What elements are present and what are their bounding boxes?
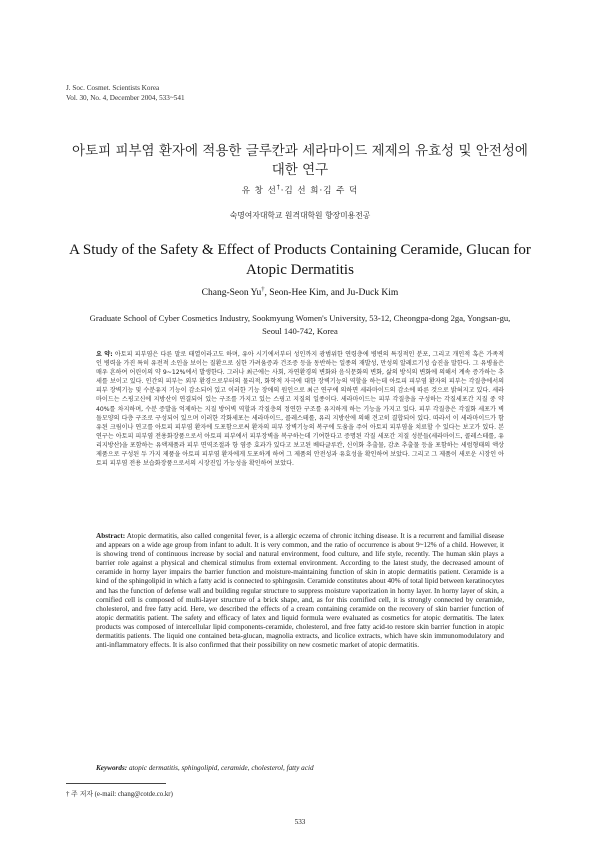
korean-abstract: [96, 350, 504, 468]
korean-affiliation: 숙명여자대학교 원격대학원 향장미용전공: [229, 211, 371, 220]
footnote: [66, 788, 173, 798]
english-abstract: [96, 532, 504, 650]
korean-corresponding-mark: †: [276, 184, 281, 192]
korean-abstract-text: 아토피 피부염은 다른 말로 태열이라고도 하며, 유아 시기에서부터 성인까지 광범위한 연령층에 병변의 특징적인 분포, 그리고 개인적 혹은 가족적인 병력을 가진 특히 유전적 소인을 보이는 질환으로 심한 가려움증과 건조증 등을 동반하는 일종의 재발성, 만성의 알레르기성 습진을 말한다. 그 유병율은 매우 흔하여 어린이의 약 9~12%에서 발생한다. 그러나 최근에는 사회, 자연환경의 변화와 음식문화의 변화, 삶의 방식의 변화에 의해서 계속 증가하는 추세를 보이고 있다. 인간의 피부는 외부 환경으로부터의 물리적, 화학적 자극에 대한 장벽기능의 역할을 하는데 아토피 피부염 환자의 피부는 각질층에서의 피부 장벽기능 및 수분유지 기능이 감소되어 있고 이러한 기능 장애의 원인으로 최근 연구에 의하면 세라마이드의 감소에 따른 것으로 밝혀지고 있다. 세라마이드는 스핑고신에 지방산이 연결되어 있는 구조를 가지고 있는 스핑고 지질의 일종이다. 세라마이드는 피부 각질층을 구성하는 각질세포간 지질 중 약 40%를 차지하며, 수분 증발을 억제하는 지질 방어벽 역할과 각질층의 정연한 구조를 유지하게 하는 기능을 가지고 있다. 피부 각질층은 각질화 세포가 벽돌모양의 다층 구조로 구성되어 있으며 이러한 각화세포는 세라마이드, 콜레스테롤, 유리 지방산에 의해 견고히 결합되어 있다. 따라서 이 세라마이드가 함유된 크림이나 연고를 아토피 피부염 환자에 도포함으로써 환자의 피부 장벽기능의 복구에 도움을 주어 아토피 피부염을 치료할 수 있다는 보고가 있다. 본 연구는 아토피 피부염 전용화장품으로서 아토피 피부에서 피부장벽을 복구하는데 기여한다고 증명된 각질 세포간 지질 성분들(세라마이드, 콜레스테롤, 유리지방산)을 포함하는 유액제품과 피부 면역조절과 항 염증 효과가 있다고 보고된 베타글루칸, 신이화 추출물, 감초 추출물 등을 포함하는 세럼형태의 액상제품으로 구성된 두 가지 제품을 아토피 피부염 환자에게 도포하게 하여 그 제품의 안전성과 유효성을 확인하여 보았다. 그리고 그 제품이 새로운 시장인 아토피 피부염 전용 보습화장품으로서의 시장진입 가능성을 확인하여 보았다.: [96, 351, 504, 468]
english-affiliation: Graduate School of Cyber Cosmetics Industry, Sookmyung Women's University, 53-12, Cheongpa-dong 2ga, Yongsan-gu, Seoul 140-742, Korea: [89, 313, 511, 336]
english-authors: [0, 285, 600, 298]
english-abstract-text: Atopic dermatitis, also called congenital fever, is a allergic eczema of chronic itching disease. It is a recurrent and familial disease and appears on a wide age group from infant to adult. It is very common, and the ratio of occurrence is about 9~12% of a child. However, it is showing trend of continuous increase by social and natural environment, food culture, and life style, recently. The human skin plays a barrier role against a physical and chemical stimulus from external environment. According to the latest study, the decreased amount of ceramide in horny layer impairs the barrier function and moisture-maintaining function of skin in atopic dermatitis patient. Ceramide is a kind of the sphingolipid in which a fatty acid is connected to sphingosin. Ceramide constitutes about 40% of total lipid between keratinocytes and has the function of defense wall and building regular structure to suppress moisture vaporization in horny layer. In horny layer of skin, a cornified cell is composed of multi-layer structure of a brick shape, and, as for this cornified cell, it is strongly connected by ceramide, cholesterol, and free fatty acid. Here, we described the effects of a cream containing ceramide on the recovery of skin barrier function of atopic dermatitis patient. The safety and efficacy of latex and liquid formula were evaluated as cosmetics for atopic dermatitis. The latex products was composed of intercellular lipid components-ceramide, cholesterol, and free fatty acid-to restore skin barrier function in atopic dermatitis patients. The liquid one contained beta-glucan, magnolia extracts, and licolice extracts, which have skin immunomodulatory and anti-inflammatory effects. It is also confirmed that their possibility on new cosmetic market of atopic dermatitis.: [96, 532, 504, 650]
keywords: [96, 764, 504, 772]
english-author-first: Chang-Seon Yu: [201, 288, 262, 298]
journal-name: J. Soc. Cosmet. Scientists Korea: [66, 84, 160, 92]
korean-abstract-label: 요 약:: [96, 351, 113, 358]
page-number: 533: [294, 818, 306, 826]
korean-author-first: 유 창 선: [241, 186, 277, 196]
english-corresponding-mark: †: [261, 285, 265, 293]
journal-header: [66, 83, 185, 103]
keywords-text: atopic dermatitis, sphingolipid, ceramide, cholesterol, fatty acid: [128, 764, 314, 772]
footnote-divider: [66, 783, 166, 784]
keywords-label: Keywords:: [96, 764, 128, 772]
footnote-mark: †: [66, 791, 70, 798]
korean-authors-rest: ·김 선 희·김 주 덕: [280, 186, 359, 196]
footnote-label: 주 저자: [71, 790, 93, 798]
korean-authors: [0, 184, 600, 196]
english-title: A Study of the Safety & Effect of Products Containing Ceramide, Glucan for Atopic Dermatitis: [69, 242, 531, 278]
korean-title: 아토피 피부염 환자에 적용한 글루칸과 세라마이드 제제의 유효성 및 안전성에 대한 연구: [72, 143, 528, 178]
english-abstract-label: Abstract:: [96, 532, 126, 540]
journal-volume: Vol. 30, No. 4, December 2004, 533~541: [66, 94, 185, 102]
english-authors-rest: , Seon-Hee Kim, and Ju-Duck Kim: [264, 288, 399, 298]
footnote-email: (e-mail: chang@cotde.co.kr): [94, 791, 173, 798]
